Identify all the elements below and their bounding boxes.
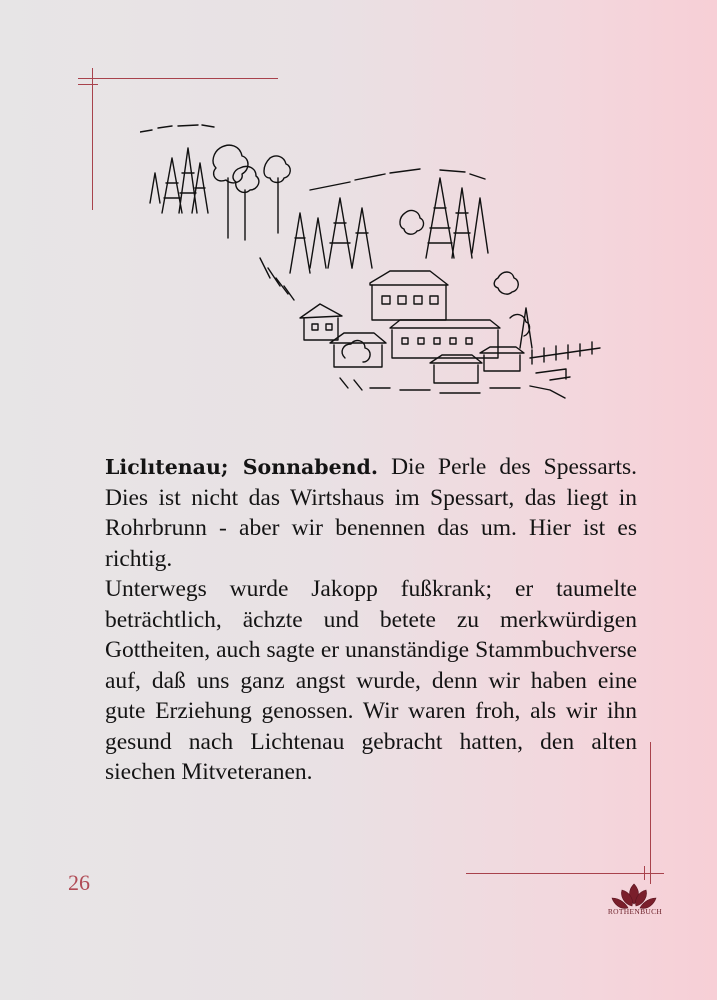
bottom-right-vertical-line-2 <box>644 866 645 880</box>
logo-text: ROTHENBUCH <box>607 907 663 916</box>
page-number: 26 <box>68 870 90 895</box>
village-illustration <box>140 118 610 408</box>
bottom-right-horizontal-line <box>466 873 664 874</box>
top-left-horizontal-line-2 <box>78 84 98 85</box>
top-left-horizontal-line <box>78 78 278 79</box>
bottom-right-vertical-line <box>650 742 651 884</box>
paragraph-2: Unterwegs wurde Jakopp fußkrank; er taumelte beträchtlich, ächzte und betete zu merkwürdigen Gottheiten, auch sagte er unanständige Stammbuchverse auf, daß uns ganz angst wurde, denn wir haben eine gute Erziehung genossen. Wir waren froh, als wir ihn gesund nach Lichtenau gebracht hatten, den alten siechen Mitveteranen. <box>105 576 637 785</box>
top-left-vertical-line <box>92 68 93 210</box>
body-text <box>105 452 637 788</box>
paragraph-1 <box>105 452 637 574</box>
paragraph-1-text: Die Perle des Spessarts. Dies ist nicht das Wirtshaus im Spessart, das liegt in Rohrbrunn - aber wir benennen das um. Hier ist es richtig. <box>105 454 638 572</box>
lead-heading: Liclıtenau; Sonnabend. <box>105 455 379 479</box>
